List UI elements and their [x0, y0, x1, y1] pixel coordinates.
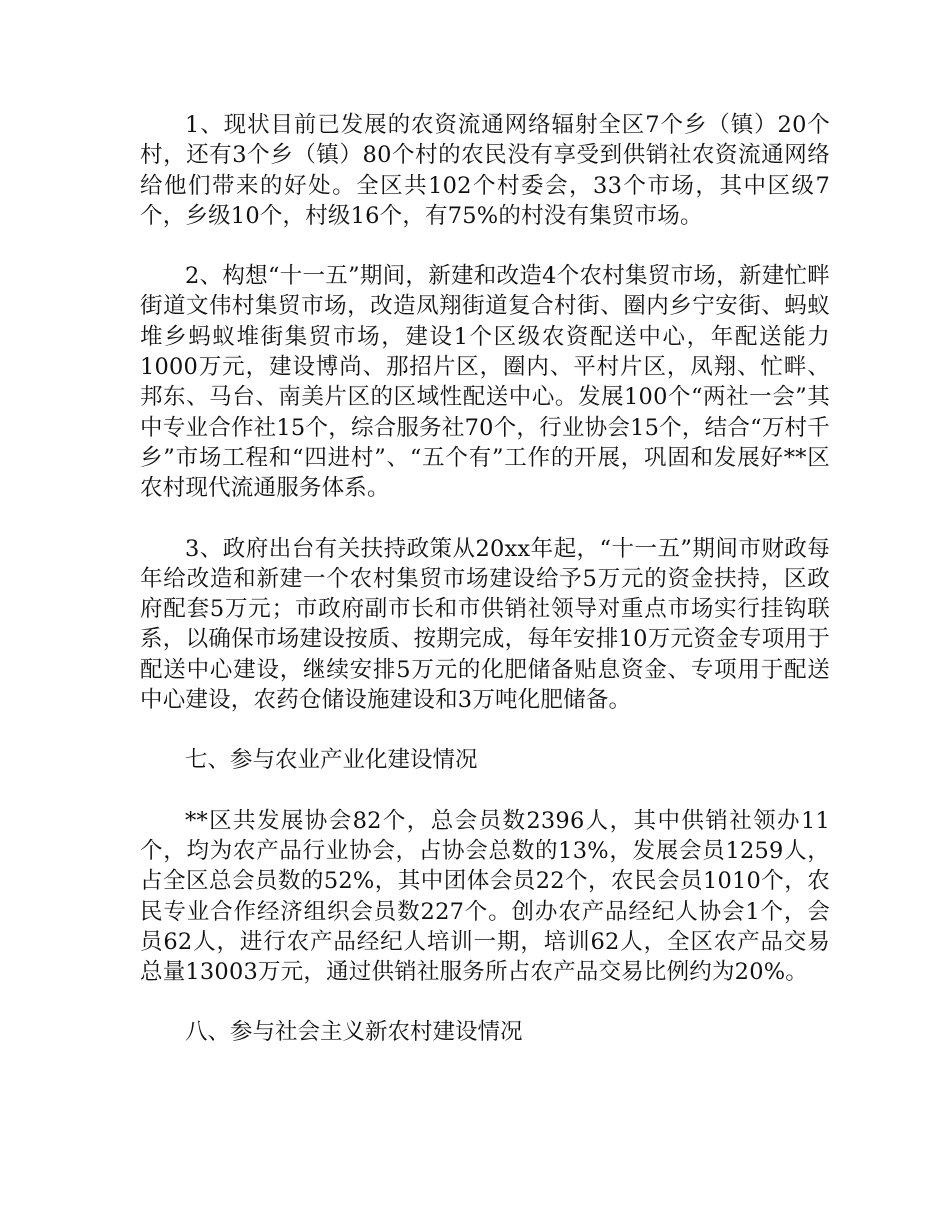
paragraph-3: 3、政府出台有关扶持政策从20xx年起，“十一五”期间市财政每年给改造和新建一个农村集贸市场建设给予5万元的资金扶持，区政府配套5万元；市政府副市长和市供销社领导对重点市场实行挂钩联系，以确保市场建设按质、按期完成，每年安排10万元资金专项用于配送中心建设，继续安排5万元的化肥储备贴息资金、专项用于配送中心建设，农药仓储设施建设和3万吨化肥储备。 [140, 535, 830, 714]
section-heading-8: 八、参与社会主义新农村建设情况 [185, 1019, 523, 1046]
section-heading-7: 七、参与农业产业化建设情况 [185, 747, 478, 774]
paragraph-2: 2、构想“十一五”期间，新建和改造4个农村集贸市场，新建忙畔街道文伟村集贸市场，改造凤翔街道复合村街、圈内乡宁安街、蚂蚁堆乡蚂蚁堆街集贸市场，建设1个区级农资配送中心，年配送能力1000万元，建设博尚、那招片区，圈内、平村片区，凤翔、忙畔、邦东、马台、南美片区的区域性配送中心。发展100个“两社一会”其中专业合作社15个，综合服务社70个，行业协会15个，结合“万村千乡”市场工程和“四进村”、“五个有”工作的开展，巩固和发展好**区农村现代流通服务体系。 [140, 263, 830, 502]
paragraph-1: 1、现状目前已发展的农资流通网络辐射全区7个乡（镇）20个村，还有3个乡（镇）80个村的农民没有享受到供销社农资流通网络给他们带来的好处。全区共102个村委会，33个市场，其中区级7个，乡级10个，村级16个，有75%的村没有集贸市场。 [140, 112, 830, 229]
document-page [140, 110, 830, 1078]
paragraph-4: **区共发展协会82个，总会员数2396人，其中供销社领办11个，均为农产品行业协会，占协会总数的13%，发展会员1259人，占全区总会员数的52%，其中团体会员22个，农民会员1010个，农民专业合作经济组织会员数227个。创办农产品经纪人协会1个，会员62人，进行农产品经纪人培训一期，培训62人，全区农产品交易总量13003万元，通过供销社服务所占农产品交易比例约为20%。 [140, 807, 830, 986]
